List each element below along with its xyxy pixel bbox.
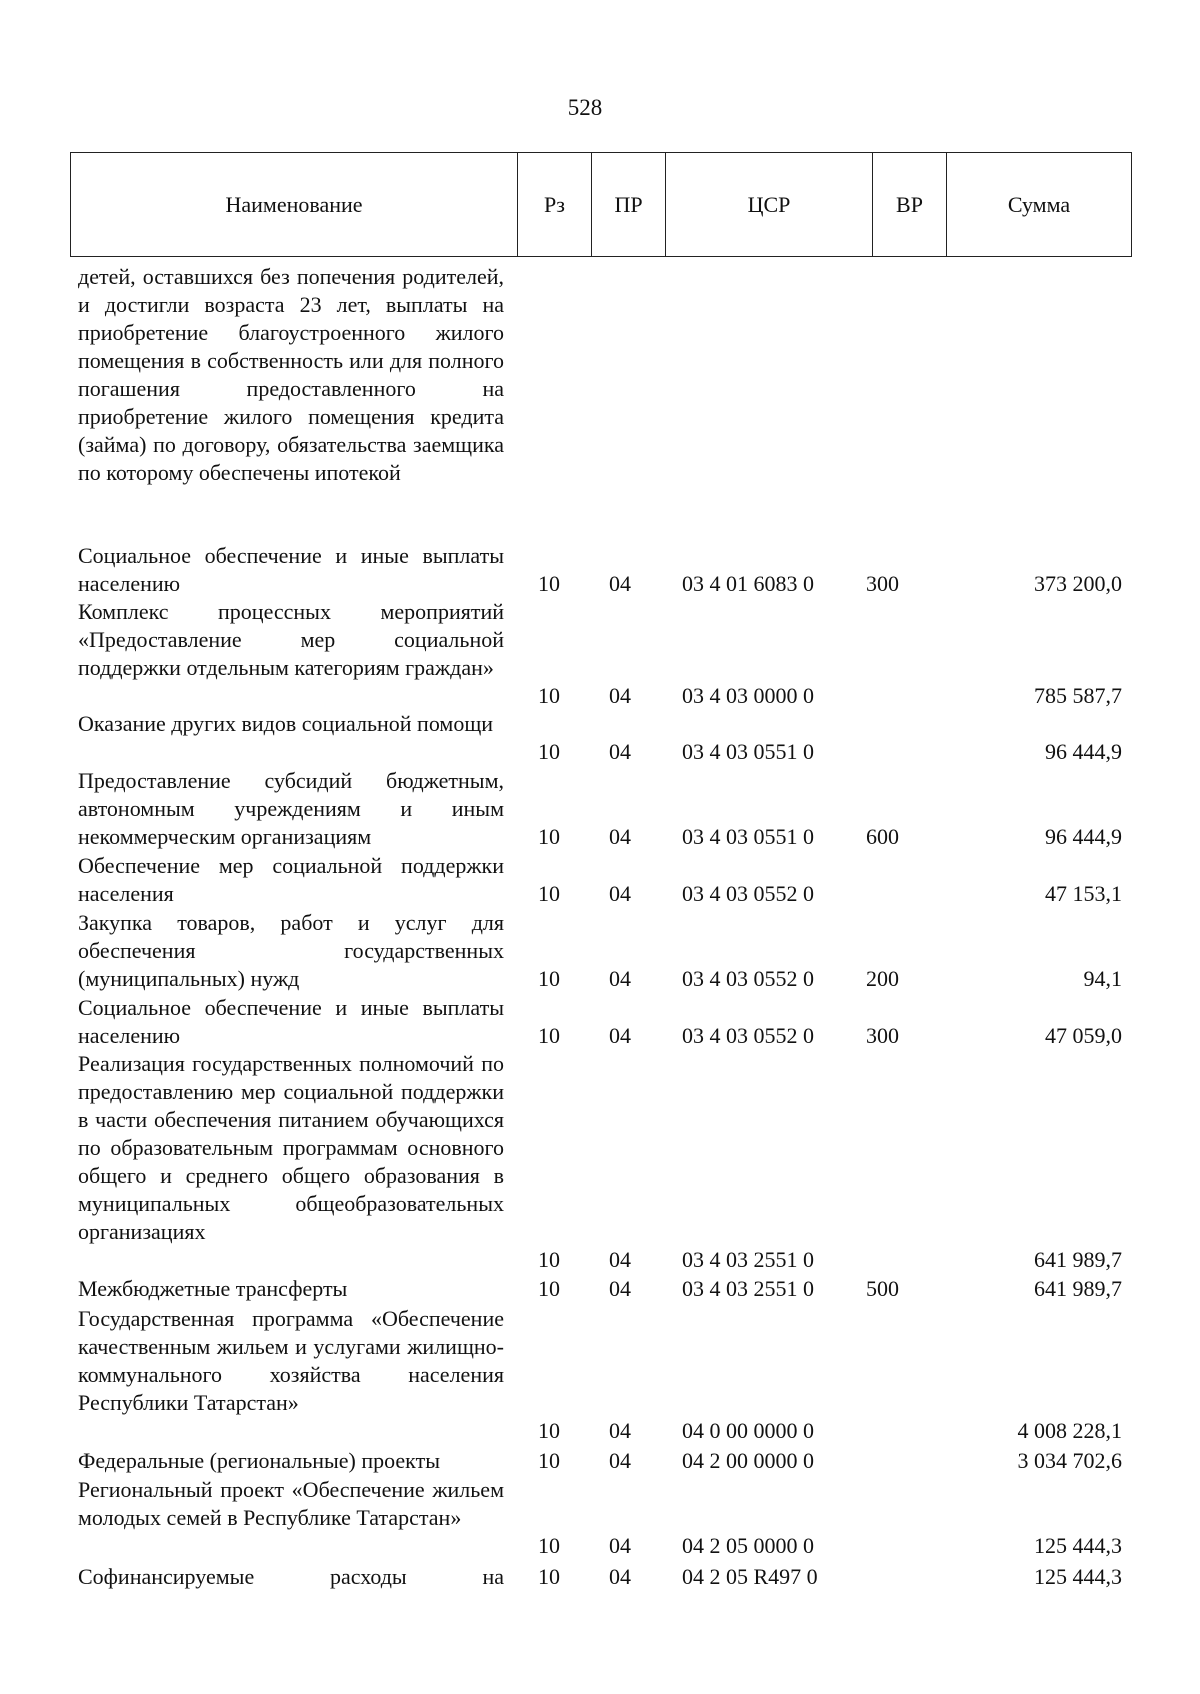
row-csr: 03 4 03 0551 0 xyxy=(682,739,814,764)
row-rz: 10 xyxy=(538,1448,560,1473)
row-vr: 300 xyxy=(866,571,899,596)
header-rz: Рз xyxy=(518,153,592,256)
row-vr: 600 xyxy=(866,824,899,849)
row-pr: 04 xyxy=(609,881,631,906)
row-pr: 04 xyxy=(609,824,631,849)
row-rz: 10 xyxy=(538,571,560,596)
row-csr: 03 4 03 2551 0 xyxy=(682,1276,814,1301)
row-pr: 04 xyxy=(609,1418,631,1443)
row-rz: 10 xyxy=(538,966,560,991)
row-rz: 10 xyxy=(538,1247,560,1272)
row-name: Софинансируемые расходы на xyxy=(78,1564,504,1589)
row-sum: 96 444,9 xyxy=(1045,739,1122,764)
row-csr: 03 4 01 6083 0 xyxy=(682,571,814,596)
row-rz: 10 xyxy=(538,739,560,764)
row-rz: 10 xyxy=(538,824,560,849)
row-name: Оказание других видов социальной помощи xyxy=(78,711,494,736)
row-sum: 641 989,7 xyxy=(1034,1247,1122,1272)
row-csr: 03 4 03 0552 0 xyxy=(682,881,814,906)
header-sum: Сумма xyxy=(1007,191,1071,217)
row-name: Федеральные (региональные) проекты xyxy=(78,1448,440,1473)
row-csr: 03 4 03 0552 0 xyxy=(682,1023,814,1048)
row-csr: 03 4 03 0552 0 xyxy=(682,966,814,991)
header-pr: ПР xyxy=(592,153,666,256)
row-name: Межбюджетные трансферты xyxy=(78,1276,348,1301)
row-sum: 373 200,0 xyxy=(1034,571,1122,596)
row-rz: 10 xyxy=(538,683,560,708)
row-name: Социальное обеспечение и иные выплаты населению xyxy=(78,543,504,596)
row-rz: 10 xyxy=(538,1418,560,1443)
row-csr: 03 4 03 0551 0 xyxy=(682,824,814,849)
row-vr: 200 xyxy=(866,966,899,991)
row-vr: 500 xyxy=(866,1276,899,1301)
row-name: Предоставление субсидий бюджетным, автономным учреждениям и иным некоммерческим организациям xyxy=(78,768,504,849)
row-sum: 94,1 xyxy=(1083,966,1122,991)
row-pr: 04 xyxy=(609,1247,631,1272)
row-name: Государственная программа «Обеспечение качественным жильем и услугами жилищно-коммунального хозяйства населения Республики Татарстан» xyxy=(78,1306,504,1415)
row-pr: 04 xyxy=(609,1023,631,1048)
row-rz: 10 xyxy=(538,1533,560,1558)
row-sum: 47 153,1 xyxy=(1045,881,1122,906)
table-header xyxy=(70,152,1132,257)
row-pr: 04 xyxy=(609,1276,631,1301)
row-sum: 3 034 702,6 xyxy=(1017,1448,1122,1473)
row-pr: 04 xyxy=(609,1564,631,1589)
row-sum: 96 444,9 xyxy=(1045,824,1122,849)
row-rz: 10 xyxy=(538,1023,560,1048)
header-name: Наименование xyxy=(71,153,518,256)
row-name: Обеспечение мер социальной поддержки населения xyxy=(78,853,504,906)
row-rz: 10 xyxy=(538,881,560,906)
row-pr: 04 xyxy=(609,1533,631,1558)
row-name: Региональный проект «Обеспечение жильем молодых семей в Республике Татарстан» xyxy=(78,1477,504,1530)
row-rz: 10 xyxy=(538,1276,560,1301)
header-csr: ЦСР xyxy=(666,153,873,256)
row-csr: 03 4 03 0000 0 xyxy=(682,683,814,708)
row-sum: 4 008 228,1 xyxy=(1017,1418,1122,1443)
row-name: Реализация государственных полномочий по предоставлению мер социальной поддержки в части обеспечения питанием обучающихся по образовательным программам основного общего и среднего общего образования в муниципальных общеобразовательных организациях xyxy=(78,1051,504,1244)
row-name: Закупка товаров, работ и услуг для обеспечения государственных (муниципальных) нужд xyxy=(78,910,504,991)
row-pr: 04 xyxy=(609,966,631,991)
row-rz: 10 xyxy=(538,1564,560,1589)
row-csr: 03 4 03 2551 0 xyxy=(682,1247,814,1272)
row-csr: 04 2 00 0000 0 xyxy=(682,1448,814,1473)
row-sum: 125 444,3 xyxy=(1034,1533,1122,1558)
row-name: Комплекс процессных мероприятий «Предоставление мер социальной поддержки отдельным категориям граждан» xyxy=(78,599,504,680)
row-name: Социальное обеспечение и иные выплаты населению xyxy=(78,995,504,1048)
row-csr: 04 0 00 0000 0 xyxy=(682,1418,814,1443)
row-vr: 300 xyxy=(866,1023,899,1048)
row-sum: 125 444,3 xyxy=(1034,1564,1122,1589)
row-pr: 04 xyxy=(609,1448,631,1473)
row-csr: 04 2 05 0000 0 xyxy=(682,1533,814,1558)
row-pr: 04 xyxy=(609,739,631,764)
row-csr: 04 2 05 R497 0 xyxy=(682,1564,818,1589)
row-sum: 641 989,7 xyxy=(1034,1276,1122,1301)
page-number: 528 xyxy=(567,95,603,120)
row-name: детей, оставшихся без попечения родителей, и достигли возраста 23 лет, выплаты на приобретение благоустроенного жилого помещения в собственность или для полного погашения предоставленного на приобретение жилого помещения кредита (займа) по договору, обязательства заемщика по которому обеспечены ипотекой xyxy=(78,264,504,485)
header-vr: ВР xyxy=(873,153,947,256)
row-pr: 04 xyxy=(609,683,631,708)
row-sum: 47 059,0 xyxy=(1045,1023,1122,1048)
row-pr: 04 xyxy=(609,571,631,596)
row-sum: 785 587,7 xyxy=(1034,683,1122,708)
